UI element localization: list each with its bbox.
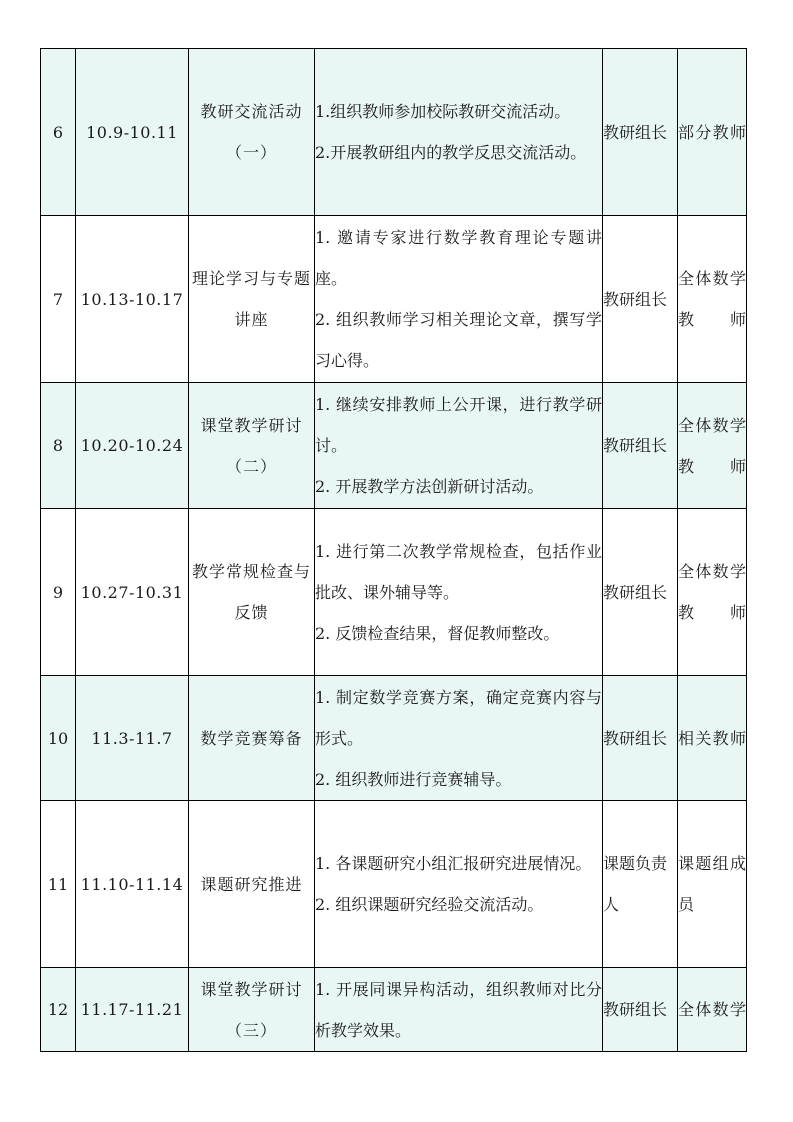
table-row	[41, 968, 747, 1052]
activity-content	[315, 49, 603, 216]
content-item: 2. 组织教师进行竞赛辅导。	[315, 769, 512, 789]
row-number: 8	[41, 383, 76, 509]
person-in-charge: 教研组长	[603, 383, 678, 509]
participants: 相关教师	[678, 676, 747, 801]
table-row	[41, 49, 747, 216]
activity-topic: 课堂教学研讨（二）	[189, 383, 315, 509]
activity-content	[315, 968, 603, 1052]
activity-content	[315, 509, 603, 676]
schedule-table	[40, 48, 747, 1052]
date-range: 10.13-10.17	[76, 216, 189, 383]
activity-topic: 数学竞赛筹备	[189, 676, 315, 801]
table-row	[41, 801, 747, 968]
date-range: 11.3-11.7	[76, 676, 189, 801]
activity-content	[315, 383, 603, 509]
content-item: 2. 组织教师学习相关理论文章，撰写学习心得。	[315, 310, 602, 370]
date-range: 11.17-11.21	[76, 968, 189, 1052]
participants: 部分教师	[678, 49, 747, 216]
content-item: 1. 各课题研究小组汇报研究进展情况。	[315, 854, 592, 873]
activity-content	[315, 801, 603, 968]
date-range: 10.9-10.11	[76, 49, 189, 216]
activity-topic: 教学常规检查与反馈	[189, 509, 315, 676]
row-number: 10	[41, 676, 76, 801]
content-item: 2.开展教研组内的教学反思交流活动。	[315, 143, 587, 162]
table-row	[41, 383, 747, 509]
activity-content	[315, 216, 603, 383]
date-range: 11.10-11.14	[76, 801, 189, 968]
activity-topic: 理论学习与专题讲座	[189, 216, 315, 383]
activity-topic: 教研交流活动（一）	[189, 49, 315, 216]
content-item: 1. 邀请专家进行数学教育理论专题讲座。	[315, 228, 602, 288]
participants: 全体数学教师	[678, 216, 747, 383]
content-item: 1. 开展同课异构活动，组织教师对比分析教学效果。	[315, 979, 602, 1040]
activity-content	[315, 676, 603, 801]
table-row	[41, 509, 747, 676]
participants: 课题组成员	[678, 801, 747, 968]
participants: 全体数学教师	[678, 509, 747, 676]
row-number: 9	[41, 509, 76, 676]
content-item: 2. 开展教学方法创新研讨活动。	[315, 477, 544, 496]
activity-topic: 课堂教学研讨（三）	[189, 968, 315, 1052]
date-range: 10.20-10.24	[76, 383, 189, 509]
row-number: 7	[41, 216, 76, 383]
participants: 全体数学教师	[678, 383, 747, 509]
table-row	[41, 216, 747, 383]
row-number: 12	[41, 968, 76, 1052]
person-in-charge: 教研组长	[603, 49, 678, 216]
content-item: 1.组织教师参加校际教研交流活动。	[315, 102, 571, 121]
date-range: 10.27-10.31	[76, 509, 189, 676]
table-row	[41, 676, 747, 801]
content-item: 1. 继续安排教师上公开课，进行教学研讨。	[315, 395, 602, 455]
row-number: 6	[41, 49, 76, 216]
person-in-charge: 教研组长	[603, 676, 678, 801]
content-item: 1. 制定数学竞赛方案，确定竞赛内容与形式。	[315, 687, 602, 748]
activity-topic: 课题研究推进	[189, 801, 315, 968]
content-item: 2. 组织课题研究经验交流活动。	[315, 895, 544, 914]
person-in-charge: 课题负责人	[603, 801, 678, 968]
content-item: 2. 反馈检查结果，督促教师整改。	[315, 623, 560, 643]
person-in-charge: 教研组长	[603, 509, 678, 676]
participants: 全体数学	[678, 968, 747, 1052]
row-number: 11	[41, 801, 76, 968]
content-item: 1. 进行第二次教学常规检查，包括作业批改、课外辅导等。	[315, 541, 602, 602]
person-in-charge: 教研组长	[603, 216, 678, 383]
person-in-charge: 教研组长	[603, 968, 678, 1052]
